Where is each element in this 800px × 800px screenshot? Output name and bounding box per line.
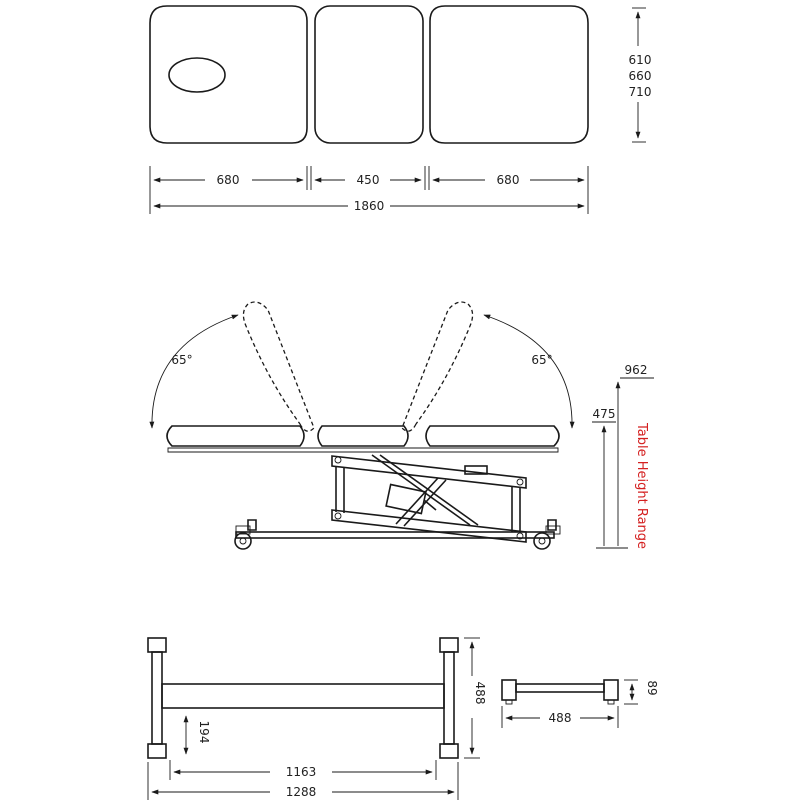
leg-height-label: 194 bbox=[197, 720, 211, 744]
head-length-label: 680 bbox=[216, 173, 240, 187]
caster-width-label: 488 bbox=[548, 711, 572, 725]
head-angle-arc bbox=[152, 315, 238, 428]
foot-angle-arc bbox=[484, 315, 572, 428]
width-label-610: 610 bbox=[628, 53, 652, 67]
total-length-label: 1860 bbox=[353, 199, 385, 213]
lift-mechanism bbox=[332, 455, 526, 542]
width-label-710: 710 bbox=[628, 85, 652, 99]
caster-height-dimension bbox=[624, 680, 659, 704]
raised-head-section bbox=[243, 302, 314, 431]
base-width-label: 488 bbox=[473, 681, 487, 705]
middle-section-outline bbox=[315, 6, 423, 143]
middle-cushion bbox=[318, 426, 408, 446]
width-label-660: 660 bbox=[628, 69, 652, 83]
foot-length-label: 680 bbox=[496, 173, 520, 187]
max-height-label: 962 bbox=[624, 363, 648, 377]
length-dimensions bbox=[150, 166, 588, 214]
caster-view bbox=[502, 680, 659, 728]
top-view bbox=[150, 6, 651, 214]
foot-cushion bbox=[426, 426, 559, 446]
tabletop-frame bbox=[168, 448, 558, 452]
base-width-dimension bbox=[464, 638, 487, 758]
foot-angle-label: 65° bbox=[531, 353, 553, 367]
face-hole bbox=[169, 58, 225, 92]
width-dimension bbox=[629, 8, 652, 142]
leg-height-dimension bbox=[186, 716, 211, 754]
min-height-label: 475 bbox=[592, 407, 616, 421]
side-view bbox=[152, 302, 654, 549]
height-range-label: Table Height Range bbox=[634, 422, 649, 550]
head-cushion bbox=[167, 426, 304, 446]
inner-length-label: 1163 bbox=[285, 765, 317, 779]
foot-section-outline bbox=[430, 6, 588, 143]
base-crossbar bbox=[162, 684, 444, 708]
head-angle-label: 65° bbox=[171, 353, 193, 367]
base-view bbox=[148, 638, 487, 800]
base-length-dimensions bbox=[148, 760, 458, 800]
caster-height-label: 89 bbox=[645, 680, 659, 696]
caster-width-dimension bbox=[502, 706, 618, 728]
head-section-outline bbox=[150, 6, 307, 143]
raised-foot-section bbox=[402, 302, 473, 431]
middle-length-label: 450 bbox=[356, 173, 380, 187]
height-dimensions bbox=[592, 363, 654, 549]
total-base-length-label: 1288 bbox=[285, 785, 317, 799]
